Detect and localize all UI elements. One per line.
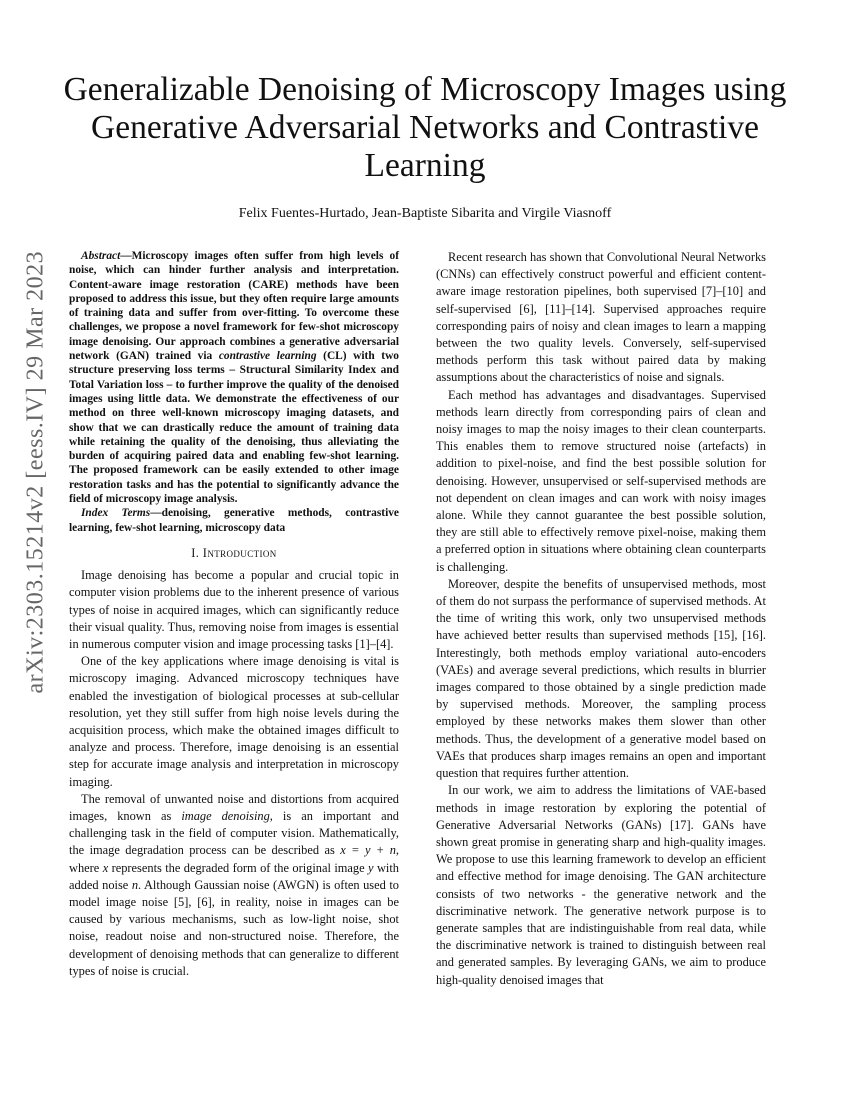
abstract-emphasis: contrastive learning: [218, 350, 317, 363]
abstract-text-2: (CL) with two structure preserving loss terms – Structural Similarity Index and Total Variation loss – to further improve the quality of the denoised images using little data. We demonstrate the effectiveness of our method on three well-known microscopy imaging datasets, and show that we can drastically reduce the amount of training data while retaining the quality of the denoising, thus alleviating the burden of acquiring paired data and enabling few-shot learning. The proposed framework can be easily extended to other image restoration tasks and has the potential to significantly advance the field of microscopy image analysis.: [69, 350, 400, 506]
arxiv-identifier: arXiv:2303.15214v2 [eess.IV] 29 Mar 2023: [22, 250, 49, 694]
math-y: y: [368, 860, 374, 875]
text-run: . Although Gaussian noise (AWGN) is often used to model image noise [5], [6], in reality, noise in images can be caused by various mechanisms, such as low-light noise, shot noise, readout noise and non-structured noise. Therefore, the development of denoising methods that can generalize to different types of noise is crucial.: [69, 877, 399, 978]
text-run: The removal of unwanted noise and distortions from acquired images, known as: [69, 791, 399, 823]
intro-paragraph-4: Recent research has shown that Convolutional Neural Networks (CNNs) can effectively construct powerful and efficient content-aware image restoration pipelines, both supervised [7]–[10] and self-supervised [6], [11]–[14]. Supervised approaches require corresponding pairs of noisy and clean images to learn a mapping between the two quality levels. Conversely, self-supervised methods perform this task without paired data by making assumptions about the characteristics of noise and signals.: [436, 250, 766, 385]
emphasis-image-denoising: image denoising: [181, 808, 270, 823]
index-terms-text: —denoising, generative methods, contrastive learning, few-shot learning, microscopy data: [69, 507, 399, 534]
arxiv-margin-stamp: [22, 250, 49, 694]
intro-paragraph-6: Moreover, despite the benefits of unsupervised methods, most of them do not surpass the performance of supervised methods. At the time of writing this work, only two unsupervised methods have achieved better results than supervised methods [15], [16]. Interestingly, both methods employ variational auto-encoders (VAEs) and average several predictions, which results in blurrier images compared to those obtained by a single prediction made by supervised methods. Moreover, the sampling process employed by these networks makes them slower than other methods. Thus, the development of a generative model based on VAEs that produces sharp images remains an open and important question that requires further attention.: [436, 576, 766, 781]
intro-paragraph-3: [69, 791, 399, 980]
equation: x = y + n: [340, 843, 396, 858]
index-terms-label: Index Terms: [81, 507, 151, 520]
math-n: n: [131, 877, 139, 892]
intro-paragraph-5: Each method has advantages and disadvantages. Supervised methods learn directly from corresponding pairs of clean and noisy images to map the noisy images to their clean counterparts. This enables them to remove structured noise (artefacts) in addition to pixel-noise, and find the best possible solution for denoising. However, unsupervised or self-supervised methods are not dependent on clean images and can work with noisy images alone. While they cannot guarantee the best possible solution, they are still able to effectively remove pixel-noise, making them a preferred option in situations where obtaining clean counterparts is challenging.: [436, 387, 766, 574]
intro-paragraph-2: One of the key applications where image denoising is vital is microscopy imaging. Advanced microscopy techniques have enabled the investigation of biological processes at sub-cellular resolution, yet they still suffer from high noise levels during the acquisition process, which make the obtained images difficult to analyze and process. Therefore, image denoising is an essential step for accurate image analysis and interpretation in microscopy imaging.: [69, 654, 399, 789]
abstract-text-1: —Microscopy images often suffer from high levels of noise, which can hinder further analysis and interpretation. Content-aware image restoration (CARE) methods have been proposed to address this issue, but they often require large amounts of training data and suffer from over-fitting. To overcome these challenges, we propose a novel framework for few-shot microscopy image denoising. Our approach combines a generative adversarial network (GAN) trained via: [69, 250, 399, 363]
text-run: with added noise: [69, 860, 399, 892]
abstract: [69, 249, 399, 506]
paper-title: Generalizable Denoising of Microscopy Images using Generative Adversarial Networks and Contrastive Learning: [63, 71, 787, 184]
right-column: [436, 249, 766, 989]
left-column: [69, 249, 399, 980]
text-run: represents the degraded form of the original image: [108, 860, 369, 875]
index-terms: [69, 506, 399, 535]
paper-authors: Felix Fuentes-Hurtado, Jean-Baptiste Sibarita and Virgile Viasnoff: [238, 206, 612, 221]
abstract-label: Abstract: [81, 250, 121, 262]
section-heading-introduction: I. Introduction: [191, 545, 277, 560]
text-run: , where: [69, 843, 400, 875]
math-x: x: [102, 860, 109, 875]
text-run: , is an important and challenging task in the field of computer vision. Mathematically, the image degradation process can be described as: [69, 808, 399, 858]
intro-paragraph-7: In our work, we aim to address the limitations of VAE-based methods in image restoration by exploring the potential of Generative Adversarial Networks (GANs) [17]. GANs have shown great promise in generating sharp and high-quality images. We propose to use this learning framework to develop an efficient and effective method for image denoising. The GAN architecture consists of two networks - the generative network and the discriminative network. The generative network purpose is to generate samples that are indistinguishable from real data, while the discriminative network is trained to distinguish between real and generated samples. By leveraging GANs, we aim to produce high-quality denoised images that: [436, 783, 766, 987]
intro-paragraph-1: Image denoising has become a popular and crucial topic in computer vision problems due to the inherent presence of various types of noise in acquired images, which can significantly reduce their visual quality. Thus, removing noise from images is essential in numerous computer vision and image processing tasks [1]–[4].: [69, 568, 399, 651]
